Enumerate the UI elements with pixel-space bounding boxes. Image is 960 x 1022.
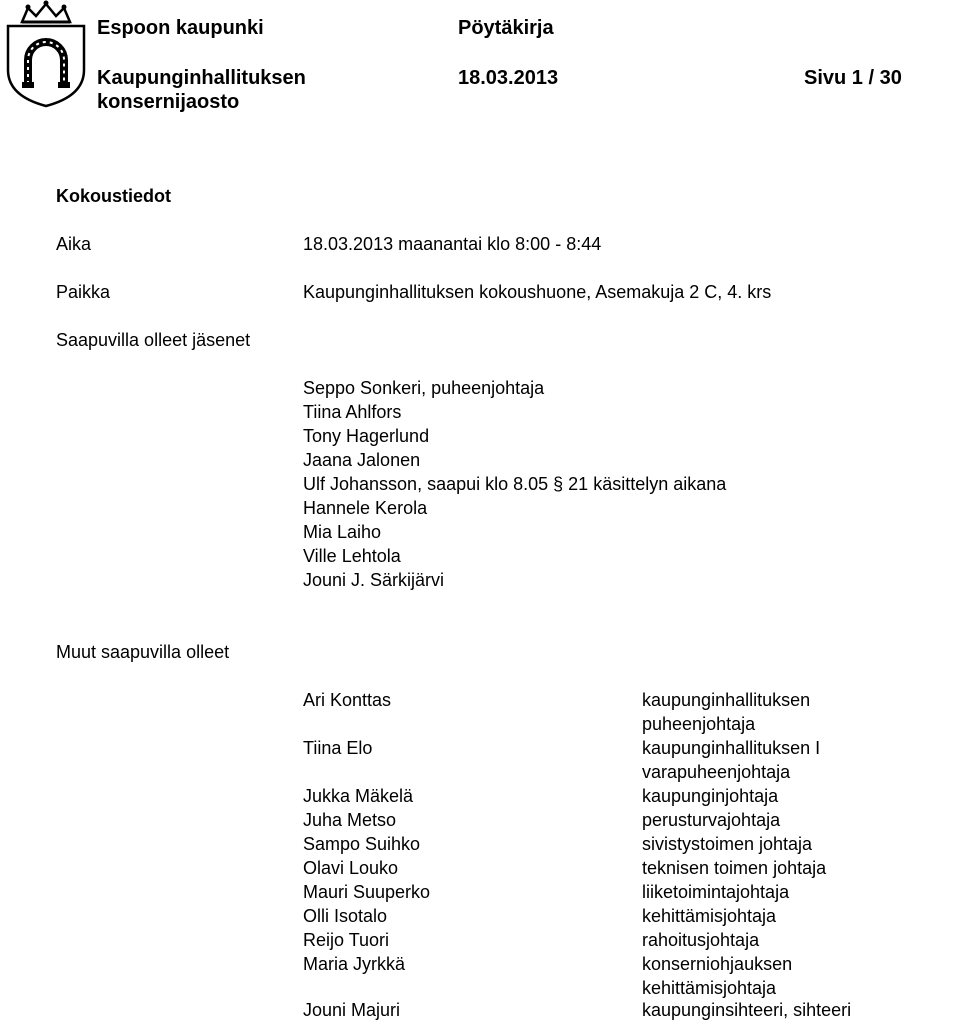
espoo-coat-of-arms-logo <box>0 0 92 110</box>
attendee-title: kaupunginhallituksen <box>642 690 811 710</box>
attendee-title: kehittämisjohtaja <box>642 978 777 998</box>
attendee-name: Ari Konttas <box>303 690 392 710</box>
member-list-item: Ulf Johansson, saapui klo 8.05 § 21 käsittelyn aikana <box>303 474 727 494</box>
attendee-name: Juha Metso <box>303 810 397 830</box>
attendee-title: kaupunginsihteeri, sihteeri <box>642 1000 852 1020</box>
place-value: Kaupunginhallituksen kokoushuone, Asemakuja 2 C, 4. krs <box>303 282 772 302</box>
meeting-date: 18.03.2013 <box>458 67 559 89</box>
member-list-item: Tiina Ahlfors <box>303 402 402 422</box>
attendee-title: varapuheenjohtaja <box>642 762 791 782</box>
member-list-item: Hannele Kerola <box>303 498 428 518</box>
attendee-title: rahoitusjohtaja <box>642 930 760 950</box>
member-list-item: Jouni J. Särkijärvi <box>303 570 445 590</box>
attendee-name: Tiina Elo <box>303 738 373 758</box>
document-type: Pöytäkirja <box>458 17 554 39</box>
members-label: Saapuvilla olleet jäsenet <box>56 330 251 350</box>
attendee-name: Mauri Suuperko <box>303 882 431 902</box>
attendee-title: teknisen toimen johtaja <box>642 858 827 878</box>
section-title: Kokoustiedot <box>56 186 171 206</box>
attendee-title: puheenjohtaja <box>642 714 756 734</box>
attendee-title: konserniohjauksen <box>642 954 793 974</box>
member-list-item: Mia Laiho <box>303 522 382 542</box>
member-list-item: Jaana Jalonen <box>303 450 421 470</box>
attendee-name: Maria Jyrkkä <box>303 954 406 974</box>
attendee-name: Olli Isotalo <box>303 906 388 926</box>
attendee-name: Jouni Majuri <box>303 1000 401 1020</box>
member-list-item: Ville Lehtola <box>303 546 401 566</box>
attendee-title: kehittämisjohtaja <box>642 906 777 926</box>
page-number: Sivu 1 / 30 <box>804 67 902 89</box>
attendee-title: sivistystoimen johtaja <box>642 834 813 854</box>
attendee-name: Reijo Tuori <box>303 930 390 950</box>
member-list-item: Seppo Sonkeri, puheenjohtaja <box>303 378 545 398</box>
others-label: Muut saapuvilla olleet <box>56 642 230 662</box>
time-value: 18.03.2013 maanantai klo 8:00 - 8:44 <box>303 234 602 254</box>
attendee-name: Olavi Louko <box>303 858 399 878</box>
attendee-title: kaupunginhallituksen I <box>642 738 821 758</box>
attendee-title: liiketoimintajohtaja <box>642 882 790 902</box>
attendee-title: kaupunginjohtaja <box>642 786 779 806</box>
body-name-line1: Kaupunginhallituksen <box>97 67 306 89</box>
time-label: Aika <box>56 234 92 254</box>
attendee-name: Jukka Mäkelä <box>303 786 414 806</box>
attendee-title: perusturvajohtaja <box>642 810 781 830</box>
place-label: Paikka <box>56 282 111 302</box>
body-name-line2: konsernijaosto <box>97 91 240 113</box>
attendee-name: Sampo Suihko <box>303 834 421 854</box>
member-list-item: Tony Hagerlund <box>303 426 430 446</box>
organization-name: Espoon kaupunki <box>97 17 264 39</box>
